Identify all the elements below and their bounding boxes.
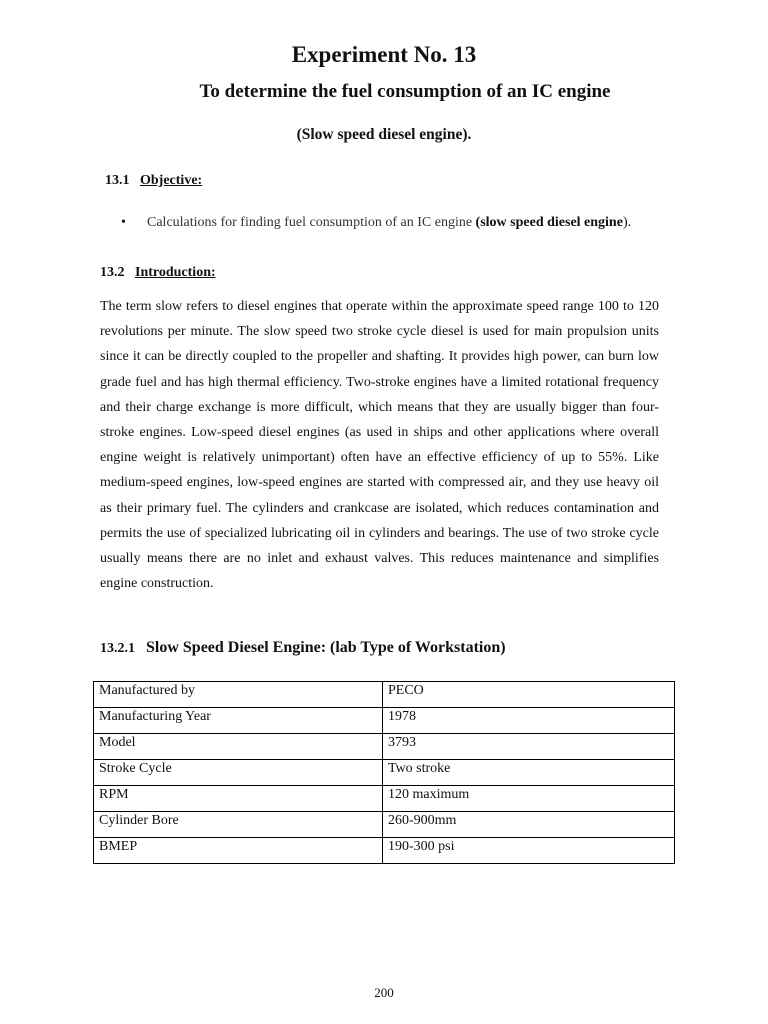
page-subtitle-secondary: (Slow speed diesel engine). (296, 126, 472, 143)
section-heading-objective (105, 173, 202, 189)
spec-value: Two stroke (383, 760, 675, 786)
spec-value: 1978 (383, 708, 675, 734)
spec-value: 260-900mm (383, 812, 675, 838)
spec-value: 190-300 psi (383, 838, 675, 864)
section-label: Objective: (140, 173, 203, 188)
table-row (94, 708, 675, 734)
bullet-text-end: ). (622, 215, 632, 230)
spec-key: Model (94, 734, 383, 760)
subsection-label: Slow Speed Diesel Engine: (lab Type of Workstation) (146, 639, 506, 656)
section-heading-introduction (100, 265, 216, 281)
subsection-heading (100, 639, 506, 657)
section-label: Introduction: (135, 265, 216, 280)
spec-value: PECO (383, 682, 675, 708)
spec-key: Manufactured by (94, 682, 383, 708)
spec-value: 120 maximum (383, 786, 675, 812)
spec-key: Cylinder Bore (94, 812, 383, 838)
spec-value: 3793 (383, 734, 675, 760)
table-row (94, 812, 675, 838)
section-number: 13.2 (100, 265, 125, 280)
spec-key: Manufacturing Year (94, 708, 383, 734)
bullet-text (147, 214, 641, 231)
table-row (94, 786, 675, 812)
bullet-text-bold: (slow speed diesel engine (475, 215, 623, 230)
page-number: 200 (374, 985, 394, 1000)
subsection-number: 13.2.1 (100, 641, 135, 656)
page-title: Experiment No. 13 (291, 42, 477, 67)
introduction-paragraph: The term slow refers to diesel engines that operate within the approximate speed range 100 to 120 revolutions per minute. The slow speed two stroke cycle diesel is used for main propulsion units since it can be directly coupled to the propeller and shafting. It provides high power, can burn low grade fuel and has high thermal efficiency. Two-stroke engines have a limited rotational frequency and their charge exchange is more difficult, which means that they are usually bigger than four-stroke engines. Low-speed diesel engines (as used in ships and other applications where overall engine weight is relatively unimportant) often have an effective efficiency of up to 55%. Like medium-speed engines, low-speed engines are started with compressed air, and they use heavy oil as their primary fuel. The cylinders and crankcase are isolated, which reduces contamination and permits the use of specialized lubricating oil in cylinders and bearings. The use of two stroke cycle usually means there are no inlet and exhaust valves. This reduces maintenance and simplifies engine construction. (100, 299, 659, 592)
table-row (94, 760, 675, 786)
engine-spec-table (93, 681, 675, 864)
spec-key: RPM (94, 786, 383, 812)
bullet-text-regular: Calculations for finding fuel consumption of an IC engine (147, 215, 476, 230)
table-row (94, 682, 675, 708)
objective-bullet (121, 214, 641, 231)
section-number: 13.1 (105, 173, 130, 188)
spec-key: BMEP (94, 838, 383, 864)
table-row (94, 838, 675, 864)
spec-key: Stroke Cycle (94, 760, 383, 786)
bullet-dot-icon: • (121, 215, 126, 230)
table-row (94, 734, 675, 760)
page-subtitle: To determine the fuel consumption of an IC engine (199, 81, 611, 102)
